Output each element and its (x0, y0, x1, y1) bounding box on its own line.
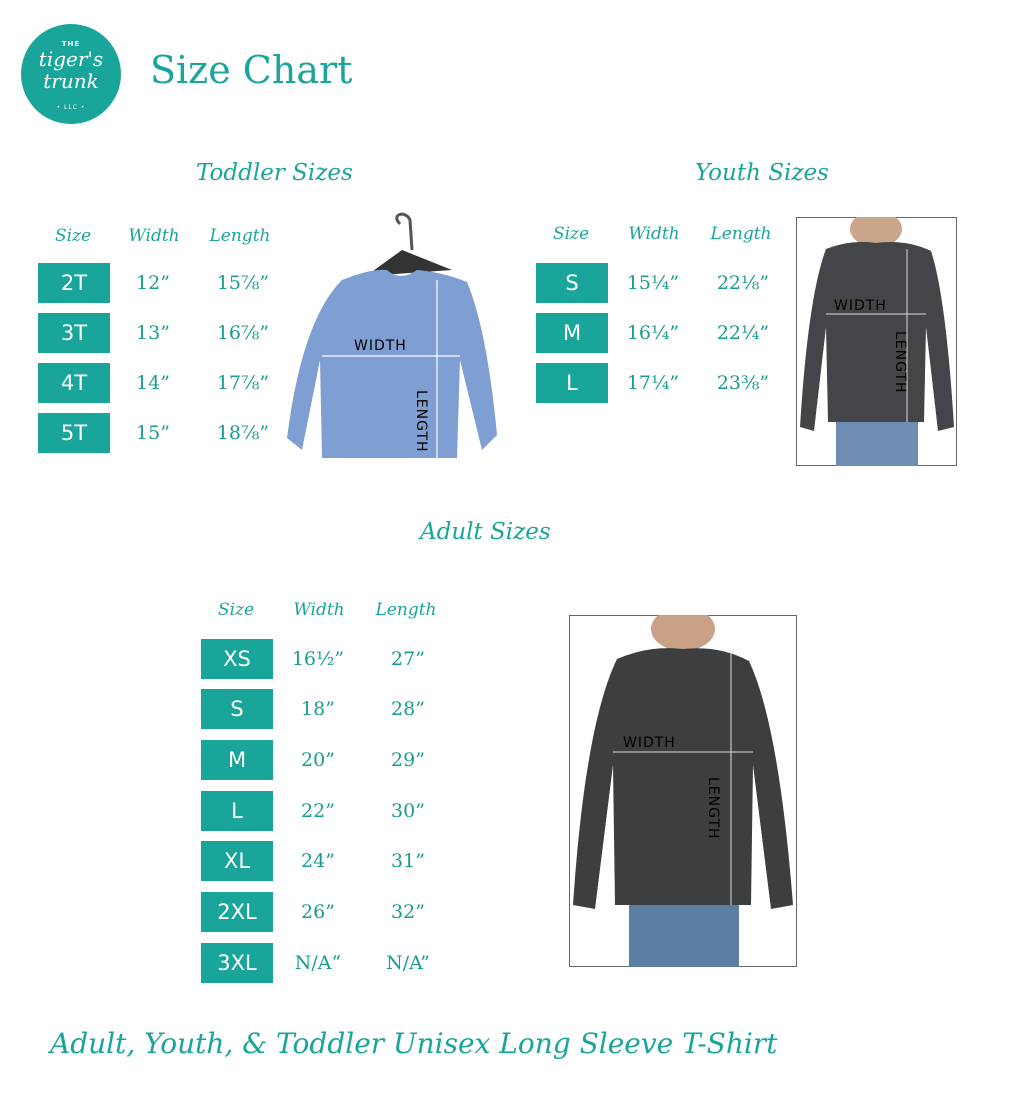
toddler-size-badge: 3T (38, 313, 110, 353)
toddler-size-header: Size (54, 226, 92, 246)
toddler-width-header: Width (128, 226, 180, 246)
toddler-length-header: Length (209, 226, 271, 246)
toddler-length-value: 15⅞” (216, 272, 270, 294)
adult-width-value: 18” (301, 698, 335, 720)
toddler-length-value: 18⅞” (216, 422, 270, 444)
logo-line-2: trunk (43, 69, 99, 93)
adult-size-badge: L (201, 791, 273, 831)
adult-length-value: 28” (391, 698, 425, 720)
adult-width-header: Width (293, 600, 345, 620)
logo-the: THE (61, 40, 81, 48)
adult-size-badge: 3XL (201, 943, 273, 983)
toddler-size-badge: 4T (38, 363, 110, 403)
adult-width-value: 20” (301, 749, 335, 771)
toddler-shirt (287, 270, 497, 458)
adult-jeans (629, 905, 739, 967)
logo-line-1: tiger's (38, 47, 104, 71)
toddler-shirt-illustration (282, 210, 512, 465)
page-title: Size Chart (150, 48, 353, 92)
toddler-width-value: 14” (136, 372, 170, 394)
adult-width-value: 26” (301, 901, 335, 923)
toddler-width-value: 13” (136, 322, 170, 344)
youth-length-label: LENGTH (892, 331, 908, 394)
adult-size-badge: 2XL (201, 892, 273, 932)
adult-width-value: 16½” (291, 648, 345, 670)
adult-size-badge: S (201, 689, 273, 729)
youth-width-label: WIDTH (834, 298, 887, 314)
adult-length-value: 32” (391, 901, 425, 923)
toddler-length-value: 17⅞” (216, 372, 270, 394)
footer-caption: Adult, Youth, & Toddler Unisex Long Sleeve T-Shirt (50, 1027, 778, 1060)
adult-size-badge: XS (201, 639, 273, 679)
adult-length-value: 31” (391, 850, 425, 872)
toddler-size-badge: 2T (38, 263, 110, 303)
toddler-length-value: 16⅞” (216, 322, 270, 344)
youth-jeans (836, 422, 918, 466)
toddler-title: Toddler Sizes (196, 160, 353, 186)
adult-width-value: 22” (301, 800, 335, 822)
adult-size-header: Size (217, 600, 255, 620)
hanger-hook (397, 214, 412, 250)
youth-width-value: 16¼” (626, 322, 680, 344)
youth-model-photo (796, 217, 957, 466)
adult-length-value: 30” (391, 800, 425, 822)
adult-length-value: 29” (391, 749, 425, 771)
youth-size-header: Size (552, 224, 590, 244)
adult-model-photo (569, 615, 797, 967)
youth-size-badge: S (536, 263, 608, 303)
youth-title: Youth Sizes (695, 160, 829, 186)
toddler-width-value: 12” (136, 272, 170, 294)
logo-llc: • LLC • (56, 104, 86, 111)
adult-length-value: 27” (391, 648, 425, 670)
adult-title: Adult Sizes (420, 519, 551, 545)
youth-length-value: 23⅜” (716, 372, 770, 394)
adult-width-value: 24” (301, 850, 335, 872)
youth-size-badge: M (536, 313, 608, 353)
adult-length-header: Length (375, 600, 437, 620)
youth-length-header: Length (710, 224, 772, 244)
toddler-size-badge: 5T (38, 413, 110, 453)
adult-width-value: N/A“ (294, 952, 342, 974)
adult-size-badge: M (201, 740, 273, 780)
youth-size-badge: L (536, 363, 608, 403)
youth-length-value: 22¼” (716, 322, 770, 344)
brand-logo (21, 24, 121, 124)
toddler-length-label: LENGTH (413, 390, 429, 453)
youth-width-value: 17¼” (626, 372, 680, 394)
youth-width-value: 15¼” (626, 272, 680, 294)
youth-length-value: 22⅛” (716, 272, 770, 294)
adult-length-value: N/A” (386, 952, 430, 974)
youth-width-header: Width (628, 224, 680, 244)
toddler-width-label: WIDTH (354, 338, 407, 354)
adult-length-label: LENGTH (705, 777, 721, 840)
adult-width-label: WIDTH (623, 735, 676, 751)
adult-size-badge: XL (201, 841, 273, 881)
toddler-width-value: 15” (136, 422, 170, 444)
